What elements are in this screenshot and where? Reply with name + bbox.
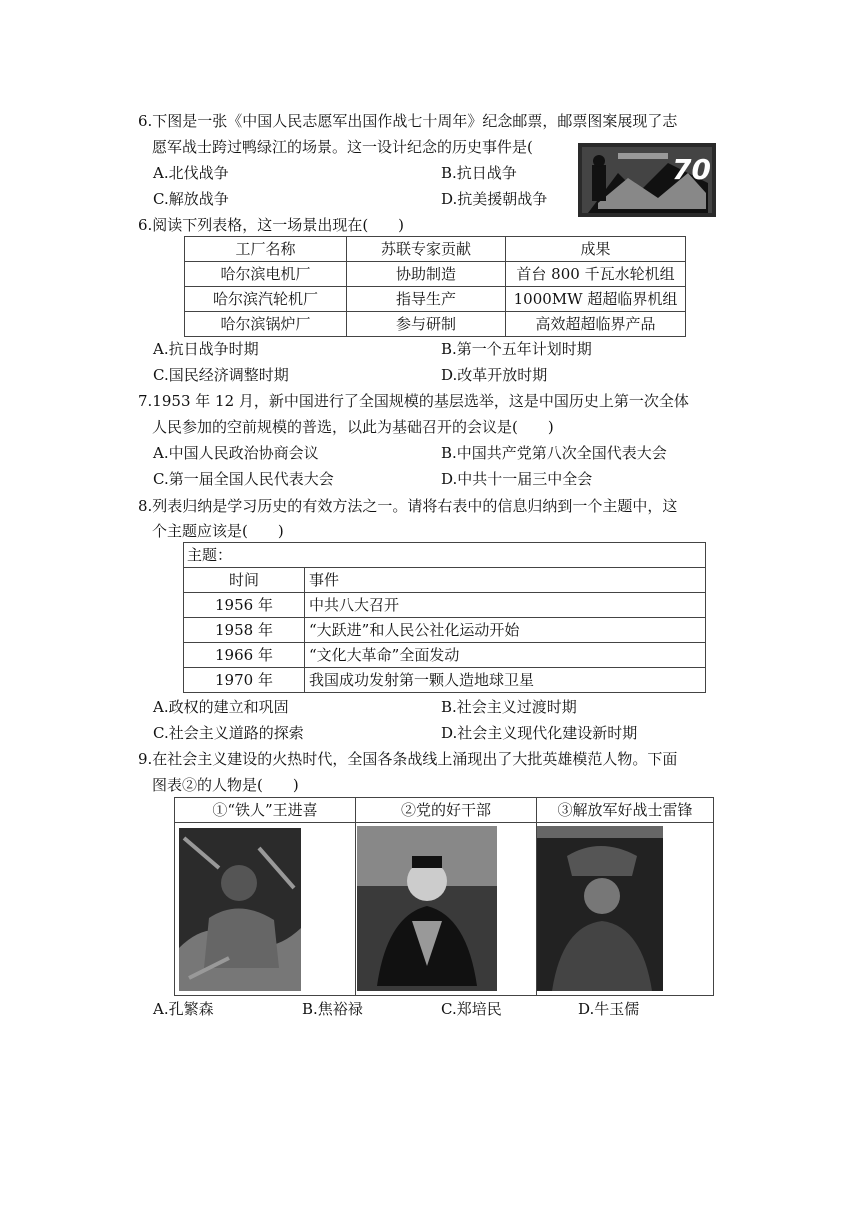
table-header-row: [184, 568, 706, 593]
table-cell: 高效超超临界产品: [506, 312, 686, 337]
photo-lei-feng: [537, 826, 663, 991]
timeline-table: [183, 542, 706, 693]
table-header-cell: 时间: [184, 568, 305, 593]
table-cell: 哈尔滨汽轮机厂: [185, 287, 347, 312]
table-row: [185, 312, 686, 337]
table-cell: 哈尔滨锅炉厂: [185, 312, 347, 337]
q6b-option-d: D.改革开放时期: [441, 366, 548, 384]
table-header-cell: 成果: [506, 237, 686, 262]
table-theme-cell: 主题：: [184, 543, 706, 568]
table-header-cell: ①“铁人”王进喜: [175, 798, 356, 823]
q8-option-c: C.社会主义道路的探索: [153, 724, 304, 742]
table-cell: 参与研制: [347, 312, 506, 337]
q8-stem-line2: 个主题应该是( ): [152, 522, 284, 540]
q7-option-d: D.中共十一届三中全会: [441, 470, 593, 488]
table-row: [184, 593, 706, 618]
q6a-option-d: D.抗美援朝战争: [441, 190, 548, 208]
table-cell: 1970 年: [184, 668, 305, 693]
q6b-option-a: A.抗日战争时期: [153, 340, 259, 358]
table-row: [184, 668, 706, 693]
q6a-option-b: B.抗日战争: [441, 164, 517, 182]
stamp-number: 70: [672, 153, 711, 186]
photo-jiao-yulu: [357, 826, 497, 991]
q9-option-c: C.郑培民: [441, 1000, 502, 1018]
table-header-cell: ③解放军好战士雷锋: [537, 798, 714, 823]
table-row: [185, 287, 686, 312]
table-row: [185, 262, 686, 287]
q9-stem-line2: 图表②的人物是( ): [152, 776, 299, 794]
q6a-option-a: A.北伐战争: [153, 164, 229, 182]
table-header-row: [175, 798, 714, 823]
q9-option-d: D.牛玉儒: [578, 1000, 640, 1018]
table-cell: 中共八大召开: [305, 593, 706, 618]
q7-option-b: B.中国共产党第八次全国代表大会: [441, 444, 667, 462]
photo-wang-jinxi: [179, 828, 301, 991]
q7-stem-line1: 7.1953 年 12 月，新中国进行了全国规模的基层选举，这是中国历史上第一次全体: [138, 392, 689, 410]
q9-option-b: B.焦裕禄: [302, 1000, 363, 1018]
table-cell: 1956 年: [184, 593, 305, 618]
table-theme-row: [184, 543, 706, 568]
q6b-stem: 6.阅读下列表格，这一场景出现在( ): [138, 216, 405, 234]
table-cell: 哈尔滨电机厂: [185, 262, 347, 287]
q7-stem-line2: 人民参加的空前规模的普选，以此为基础召开的会议是( ): [152, 418, 554, 436]
q7-option-a: A.中国人民政治协商会议: [153, 444, 319, 462]
table-cell: 1958 年: [184, 618, 305, 643]
table-header-cell: 事件: [305, 568, 706, 593]
table-header-cell: 工厂名称: [185, 237, 347, 262]
q7-option-c: C.第一届全国人民代表大会: [153, 470, 334, 488]
table-header-cell: ②党的好干部: [356, 798, 537, 823]
q8-stem-line1: 8.列表归纳是学习历史的有效方法之一。请将右表中的信息归纳到一个主题中，这: [138, 497, 678, 515]
table-cell: 我国成功发射第一颗人造地球卫星: [305, 668, 706, 693]
table-header-row: [185, 237, 686, 262]
table-cell: 1000MW 超超临界机组: [506, 287, 686, 312]
table-cell: 首台 800 千瓦水轮机组: [506, 262, 686, 287]
stamp-image: [578, 143, 716, 217]
q8-option-d: D.社会主义现代化建设新时期: [441, 724, 638, 742]
q8-option-b: B.社会主义过渡时期: [441, 698, 577, 716]
q9-stem-line1: 9.在社会主义建设的火热时代，全国各条战线上涌现出了大批英雄模范人物。下面: [138, 750, 678, 768]
table-cell: 协助制造: [347, 262, 506, 287]
table-cell: 指导生产: [347, 287, 506, 312]
q6b-option-c: C.国民经济调整时期: [153, 366, 289, 384]
q8-option-a: A.政权的建立和巩固: [153, 698, 289, 716]
q6a-stem-line1: 6.下图是一张《中国人民志愿军出国作战七十周年》纪念邮票，邮票图案展现了志: [138, 112, 678, 130]
table-row: [184, 643, 706, 668]
q6a-stem-line2: 愿军战士跨过鸭绿江的场景。这一设计纪念的历史事件是(: [152, 138, 533, 156]
q6b-option-b: B.第一个五年计划时期: [441, 340, 592, 358]
table-cell: “文化大革命”全面发动: [305, 643, 706, 668]
factory-table: [184, 236, 686, 337]
table-header-cell: 苏联专家贡献: [347, 237, 506, 262]
q9-option-a: A.孔繁森: [153, 1000, 214, 1018]
q6a-option-c: C.解放战争: [153, 190, 229, 208]
table-row: [184, 618, 706, 643]
table-cell: 1966 年: [184, 643, 305, 668]
table-cell: “大跃进”和人民公社化运动开始: [305, 618, 706, 643]
